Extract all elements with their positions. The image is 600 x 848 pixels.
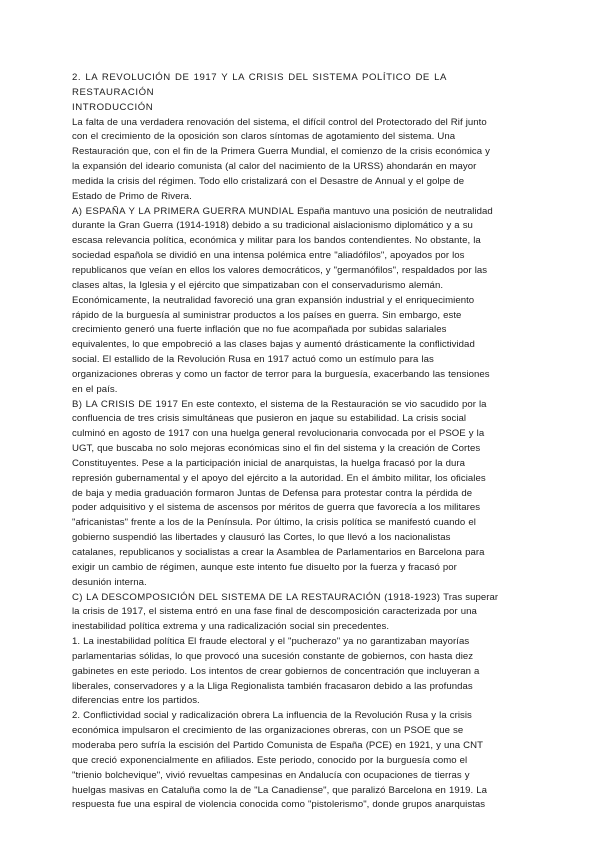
section-c-first-line: Tras superar: [440, 591, 499, 603]
paragraph-line: inestabilidad política extrema y una radicalización social sin precedentes.: [72, 621, 390, 633]
paragraph-line: poder adquisitivo y el sistema de ascensos por méritos de guerra que favorecía a los militares: [72, 502, 481, 514]
paragraph-line: huelgas masivas en Cataluña como la de "La Canadiense", que paralizó Barcelona en 1919. La: [72, 784, 487, 796]
section-c-paragraph: [72, 591, 530, 636]
paragraph-line: [72, 205, 530, 220]
paragraph-line: social. El estallido de la Revolución Rusa en 1917 actuó como un estímulo para las: [72, 354, 434, 366]
paragraph-line: económica impulsaron el crecimiento de las organizaciones obreras, con un PSOE que se: [72, 725, 464, 737]
paragraph-line: gabinetes en este periodo. Los intentos de crear gobiernos de concentración que incluyeran a: [72, 665, 480, 677]
paragraph-line: "trienio bolchevique", vivió revueltas campesinas en Andalucía con ocupaciones de tierras y: [72, 769, 470, 781]
document-title-line-1: 2. LA REVOLUCIÓN DE 1917 Y LA CRISIS DEL SISTEMA POLÍTICO DE LA: [72, 72, 447, 83]
paragraph-line: la crisis de 1917, el sistema entró en una fase final de descomposición caracterizada por una: [72, 606, 477, 618]
paragraph-line: represión gubernamental y el apoyo del ejército a la autoridad. En el ámbito militar, los oficiales: [72, 472, 486, 484]
paragraph-line: rápido de la burguesía al suministrar productos a los países en guerra. Sin embargo, este: [72, 309, 462, 321]
paragraph-line: parlamentarias sólidas, lo que provocó una sucesión constante de gobiernos, con hasta diez: [72, 650, 474, 662]
intro-paragraph: [72, 116, 530, 205]
document-title-line-2: RESTAURACIÓN: [72, 86, 155, 98]
paragraph-line: confluencia de tres crisis simultáneas que pusieron en jaque su estabilidad. La crisis social: [72, 413, 467, 425]
paragraph-line: catalanes, republicanos y socialistas a crear la Asamblea de Parlamentarios en Barcelona para: [72, 547, 485, 558]
section-c-heading: C) LA DESCOMPOSICIÓN DEL SISTEMA DE LA RESTAURACIÓN (1918-1923): [72, 591, 441, 603]
point-2-heading: 2. Conflictividad social y radicalización obrera: [72, 710, 270, 722]
paragraph-line: sociedad española se dividió en una intensa polémica entre "aliadófilos", apoyados por los: [72, 250, 465, 262]
paragraph-line: republicanos que veían en ellos los valores democráticos, y "germanófilos", respaldados por las: [72, 264, 488, 276]
paragraph-line: la expansión del ideario comunista (al calor del nacimiento de la URSS) ahondarán en mayor: [72, 161, 477, 173]
paragraph-line: culminó en agosto de 1917 con una huelga general revolucionaria convocada por el PSOE y la: [72, 428, 485, 440]
paragraph-line: gobierno suspendió las libertades y clausuró las Cortes, lo que llevó a los nacionalistas: [72, 532, 451, 544]
paragraph-line: escasa relevancia política, económica y militar para los bandos contendientes. No obstante, la: [72, 235, 481, 247]
paragraph-line: con el crecimiento de la oposición son claros síntomas de agotamiento del sistema. Una: [72, 131, 456, 143]
section-b-heading: B) LA CRISIS DE 1917: [72, 398, 179, 410]
paragraph-line: que creció exponencialmente en afiliados. Este periodo, conocido por la burguesía como el: [72, 754, 468, 766]
paragraph-line: [72, 398, 530, 413]
paragraph-line: liberales, conservadores y a la Lliga Regionalista también fracasaron debido a las profundas: [72, 680, 473, 692]
paragraph-line: UGT, que buscaba no solo mejoras económicas sino el fin del sistema y la creación de Cortes: [72, 443, 481, 455]
section-b-first-line: En este contexto, el sistema de la Restauración se vio sacudido por la: [178, 398, 487, 410]
paragraph-line: [72, 635, 530, 650]
document-page: [72, 71, 530, 813]
section-b-paragraph: [72, 398, 530, 591]
paragraph-line: clases altas, la Iglesia y el ejército que simpatizaban con el conservadurismo alemán.: [72, 279, 444, 291]
paragraph-line: [72, 591, 530, 606]
point-1-first-line: El fraude electoral y el "pucherazo" ya no garantizaban mayorías: [184, 636, 470, 648]
paragraph-line: moderaba pero sufría la escisión del Partido Comunista de España (PCE) en 1921, y una CNT: [72, 739, 484, 751]
paragraph-line: [72, 709, 530, 724]
paragraph-line: medida la crisis del régimen. Todo ello cristalizará con el Desastre de Annual y el golpe de: [72, 175, 465, 187]
paragraph-line: de baja y media graduación formaron Juntas de Defensa para protestar contra la pérdida de: [72, 487, 473, 499]
paragraph-line: exigir un cambio de régimen, aunque este intento fue disuelto por la fuerza y fracasó por: [72, 561, 457, 573]
paragraph-line: crecimiento generó una fuerte inflación que no fue acompañada por subidas salariales: [72, 324, 447, 336]
paragraph-line: equivalentes, lo que empobreció a las clases bajas y aumentó drásticamente la conflictividad: [72, 339, 475, 351]
paragraph-line: "africanistas" frente a los de la Península. Por último, la crisis política se manifestó cuando el: [72, 517, 476, 529]
paragraph-line: Constituyentes. Pese a la participación inicial de anarquistas, la huelga fracasó por la dura: [72, 457, 466, 469]
paragraph-line: en el país.: [72, 383, 118, 395]
section-a-heading: A) ESPAÑA Y LA PRIMERA GUERRA MUNDIAL: [72, 205, 295, 217]
paragraph-line: durante la Gran Guerra (1914-1918) debido a su tradicional aislacionismo diplomático y a su: [72, 220, 473, 232]
section-a-paragraph: [72, 205, 530, 398]
point-2-first-line: La influencia de la Revolución Rusa y la crisis: [269, 710, 472, 722]
section-a-first-line: España mantuvo una posición de neutralidad: [294, 205, 493, 217]
paragraph-line: Restauración que, con el fin de la Primera Guerra Mundial, el comienzo de la crisis económica y: [72, 146, 491, 158]
point-1-paragraph: [72, 635, 530, 709]
paragraph-line: Económicamente, la neutralidad favoreció una gran expansión industrial y el enriquecimiento: [72, 294, 475, 306]
paragraph-line: La falta de una verdadera renovación del sistema, el difícil control del Protectorado del Rif junto: [72, 116, 487, 128]
paragraph-line: respuesta fue una espiral de violencia conocida como "pistolerismo", donde grupos anarquistas: [72, 799, 486, 811]
point-2-paragraph: [72, 709, 530, 813]
point-1-heading: 1. La inestabilidad política: [72, 636, 185, 648]
intro-heading: INTRODUCCIÓN: [72, 101, 154, 113]
paragraph-line: Estado de Primo de Rivera.: [72, 190, 192, 202]
paragraph-line: organizaciones obreras y como un factor de terror para la burguesía, exacerbando las tensiones: [72, 368, 490, 380]
paragraph-line: diferencias entre los partidos.: [72, 695, 200, 707]
paragraph-line: desunión interna.: [72, 576, 147, 588]
